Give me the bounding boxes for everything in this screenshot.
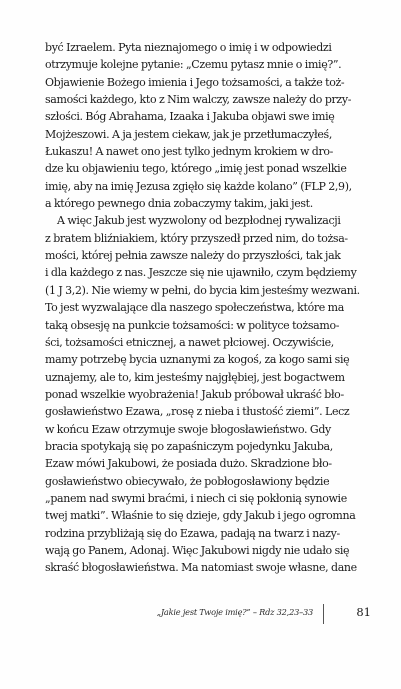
text-line: Objawienie Bożego imienia i Jego tożsamości, a także toż- [45, 75, 345, 89]
text-line: z bratem bliźniakiem, który przyszedł przed nim, do tożsa- [45, 231, 348, 245]
text-line: Łukaszu! A nawet ono jest tylko jednym krokiem w dro- [45, 145, 334, 159]
text-line: (1 J 3,2). Nie wiemy w pełni, do bycia kim jesteśmy wezwani. [45, 283, 360, 297]
text-line: w końcu Ezaw otrzymuje swoje błogosławieństwo. Gdy [45, 422, 331, 436]
text-line: ści, tożsamości etnicznej, a nawet płciowej. Oczywiście, [45, 335, 334, 349]
text-line: ponad wszelkie wyobrażenia! Jakub próbował ukraść bło- [45, 387, 344, 401]
text-line: i dla każdego z nas. Jeszcze się nie ujawniło, czym będziemy [45, 266, 357, 280]
text-line: być Izraelem. Pyta nieznajomego o imię i w odpowiedzi [45, 41, 332, 54]
text-line: imię, aby na imię Jezusa zgięło się każde kolano” (FLP 2,9), [45, 179, 352, 193]
text-line: otrzymuje kolejne pytanie: „Czemu pytasz mnie o imię?”. [45, 58, 342, 72]
text-line: gosławieństwo Ezawa, „rosę z nieba i tłustość ziemi”. Lecz [45, 405, 350, 419]
text-line: taką obsesję na punkcie tożsamości: w polityce tożsamo- [45, 318, 340, 332]
text-line: mości, której pełnia zawsze należy do przyszłości, tak jak [45, 249, 341, 263]
text-line: Mojżeszowi. A ja jestem ciekaw, jak je przetłumaczyłeś, [45, 127, 332, 141]
text-line: Ezaw mówi Jakubowi, że posiada dużo. Skradzione bło- [45, 457, 332, 471]
paragraph-start-line: A więc Jakub jest wyzwolony od bezpłodnej rywalizacji [57, 214, 341, 228]
page-footer [158, 604, 371, 626]
text-line: szłości. Bóg Abrahama, Izaaka i Jakuba objawi swe imię [45, 110, 335, 124]
text-line: gosławieństwo obiecywało, że pobłogosławiony będzie [45, 474, 330, 488]
text-line: To jest wyzwalające dla naszego społeczeństwa, które ma [45, 301, 344, 315]
text-line: „panem nad swymi braćmi, i niech ci się pokłonią synowie [45, 491, 347, 505]
footer-divider [323, 604, 324, 624]
text-line: skraść błogosławieństwa. Ma natomiast swoje własne, dane [45, 561, 357, 575]
text-line: uznajemy, ale to, kim jesteśmy najgłębiej, jest bogactwem [45, 370, 345, 384]
running-head: „Jakie jest Twoje imię?” – Rdz 32,23–33 [156, 607, 313, 617]
text-line: samości każdego, kto z Nim walczy, zawsze należy do przy- [45, 93, 352, 107]
page-number: 81 [356, 605, 371, 619]
text-line: wają go Panem, Adonaj. Więc Jakubowi nigdy nie udało się [45, 543, 350, 557]
text-line: bracia spotykają się po zapaśniczym pojedynku Jakuba, [45, 439, 333, 453]
text-line: rodzina przybliżają się do Ezawa, padają na twarz i nazy- [45, 526, 340, 540]
text-line: mamy potrzebę bycia uznanymi za kogoś, za kogo sami się [45, 353, 350, 367]
text-line: a którego pewnego dnia zobaczymy takim, jaki jest. [45, 197, 313, 211]
text-line: dze ku objawieniu tego, którego „imię jest ponad wszelkie [45, 162, 347, 176]
body-text [45, 39, 371, 577]
text-line: twej matki”. Właśnie to się dzieje, gdy Jakub i jego ogromna [45, 509, 356, 523]
